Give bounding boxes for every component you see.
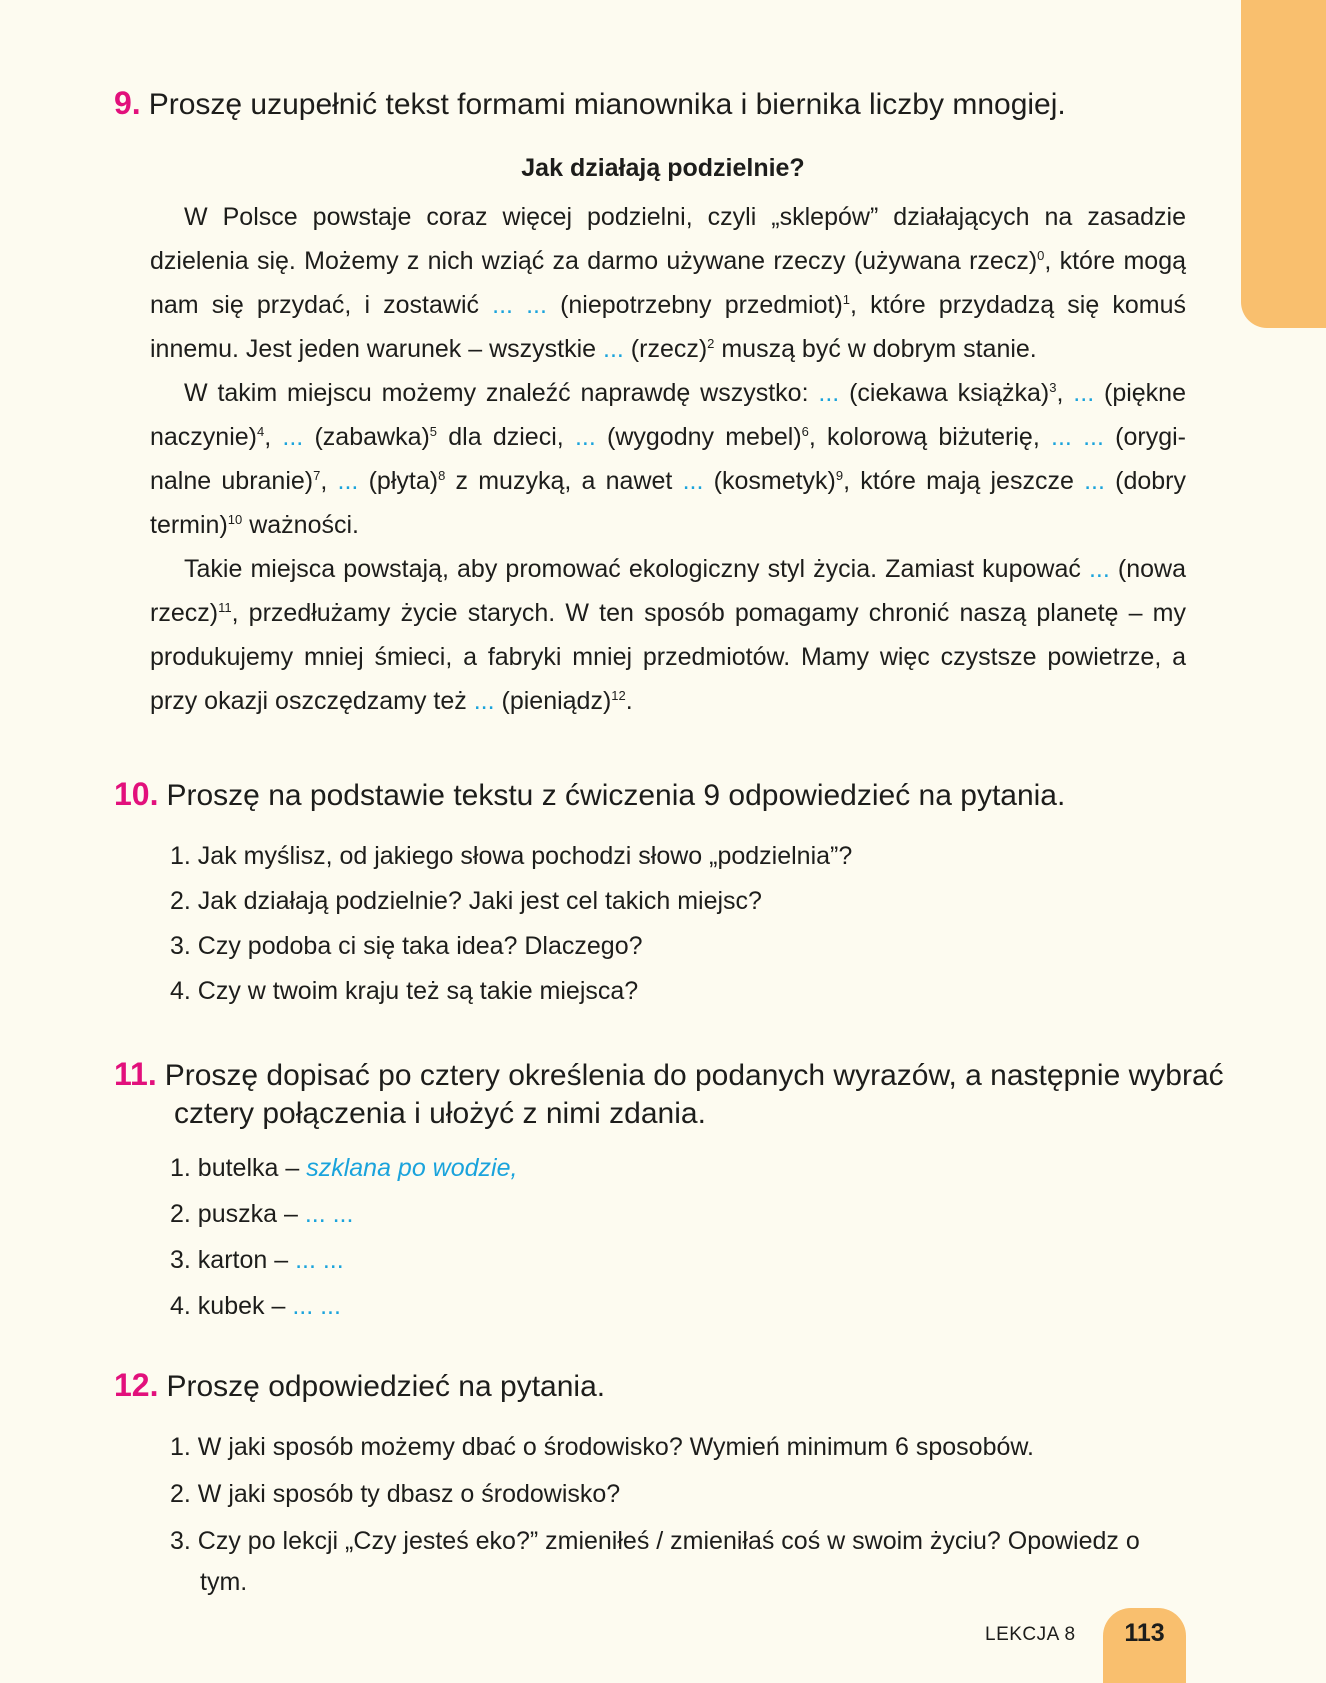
gap-1: ... ... [492,291,547,319]
gap-4: ... [1073,379,1095,407]
paragraph-2: W takim miejscu możemy znaleźć naprawdę wszystko: ... (ciekawa książka)$^3$, ... (piękne naczynie)$^4$, ... (zabawka)$^5$ dla dzieci, ... (wygodny mebel)$^6$, kolorową biżuterię, ... ... (oryginalne ubranie)$^7$, ... (płyta)$^8$ z muzyką, a nawet ... (kosmetyk)$^9$, które mają jeszcze ... (dobry termin)$^{10}$ ważności. [150,379,1187,539]
list-item: 1. butelka – szklana po wodzie, [170,1154,518,1182]
gap-7: ... ... [1051,423,1104,451]
list-item: 4. kubek – ... ... [170,1292,341,1320]
exercise-10-header [114,774,1065,816]
page-number: 113 [1103,1608,1186,1683]
gap-12: ... [473,687,495,715]
gap-10: ... [1084,467,1105,495]
list-item: 4. Czy w twoim kraju też są takie miejsca? [170,977,639,1005]
answer-gap: ... ... [295,1246,344,1274]
exercise-11-instruction-line2: cztery połączenia i ułożyć z nimi zdania. [174,1097,706,1130]
exercise-11-header [114,1054,1224,1096]
list-item: 1. W jaki sposób możemy dbać o środowisko? Wymień minimum 6 sposobów. [170,1433,1035,1461]
list-item: tym. [200,1568,248,1596]
gap-11: ... [1088,555,1110,583]
exercise-11-instruction-line1: Proszę dopisać po cztery określenia do podanych wyrazów, a następnie wybrać [164,1059,1224,1092]
exercise-10-list [170,834,852,1014]
exercise-10-number: 10. [114,776,159,812]
paragraph-1: W Polsce powstaje coraz więcej podzielni, czyli „sklepów” działających na zasadzie dzielenia się. Możemy z nich wziąć za darmo używane rzeczy (używana rzecz)$^0$, które mogą nam się przydać, i zostawić ... ... (niepotrzebny przedmiot)$^1$, które przydadzą się komuś innemu. Jest jeden warunek – wszystkie ... (rzecz)$^2$ muszą być w dobrym stanie. [150,203,1186,363]
answer-gap: ... ... [304,1200,354,1228]
lesson-label: LEKCJA 8 [985,1624,1076,1645]
exercise-9-header [114,83,1066,125]
answer-gap: ... ... [292,1292,341,1320]
exercise-12-instruction: Proszę odpowiedzieć na pytania. [166,1370,606,1403]
list-item: 3. Czy podoba ci się taka idea? Dlaczego? [170,932,643,960]
exercise-10-instruction: Proszę na podstawie tekstu z ćwiczenia 9 odpowiedzieć na pytania. [166,779,1066,812]
exercise-9-number: 9. [114,85,141,121]
gap-2: ... [603,335,624,363]
gap-6: ... [574,423,596,451]
list-item: 2. W jaki sposób ty dbasz o środowisko? [170,1480,621,1508]
list-item: 2. Jak działają podzielnie? Jaki jest cel takich miejsc? [170,887,762,915]
exercise-12-number: 12. [114,1367,159,1403]
list-item: 3. karton – ... ... [170,1246,344,1274]
list-item: 1. Jak myślisz, od jakiego słowa pochodzi słowo „podzielnia”? [170,842,853,870]
gap-3: ... [818,379,840,407]
exercise-12-list [170,1424,1140,1606]
gap-9: ... [682,467,704,495]
list-item: 3. Czy po lekcji „Czy jesteś eko?” zmieniłeś / zmieniłaś coś w swoim życiu? Opowiedz o [170,1527,1140,1555]
answer-text: szklana po wodzie, [306,1154,518,1182]
list-item: 2. puszka – ... ... [170,1200,354,1228]
text-title: Jak działają podzielnie? [521,154,805,182]
gap-5: ... [282,423,304,451]
exercise-9-instruction: Proszę uzupełnić tekst formami mianownika i biernika liczby mnogiej. [148,88,1066,121]
exercise-11-list [170,1145,517,1329]
gap-8: ... [337,467,359,495]
paragraph-3: Takie miejsca powstają, aby promować ekologiczny styl życia. Zamiast kupować ... (nowa rzecz)$^{11}$, przedłużamy życie starych. W ten sposób pomagamy chronić naszą planetę – my produkujemy mniej śmieci, a fabryki mniej przedmiotów. Mamy więc czystsze powietrze, a przy okazji oszczędzamy też ... (pieniądz)$^{12}$. [150,555,1186,715]
exercise-12-header [114,1365,605,1407]
exercise-11-number: 11. [114,1056,157,1092]
